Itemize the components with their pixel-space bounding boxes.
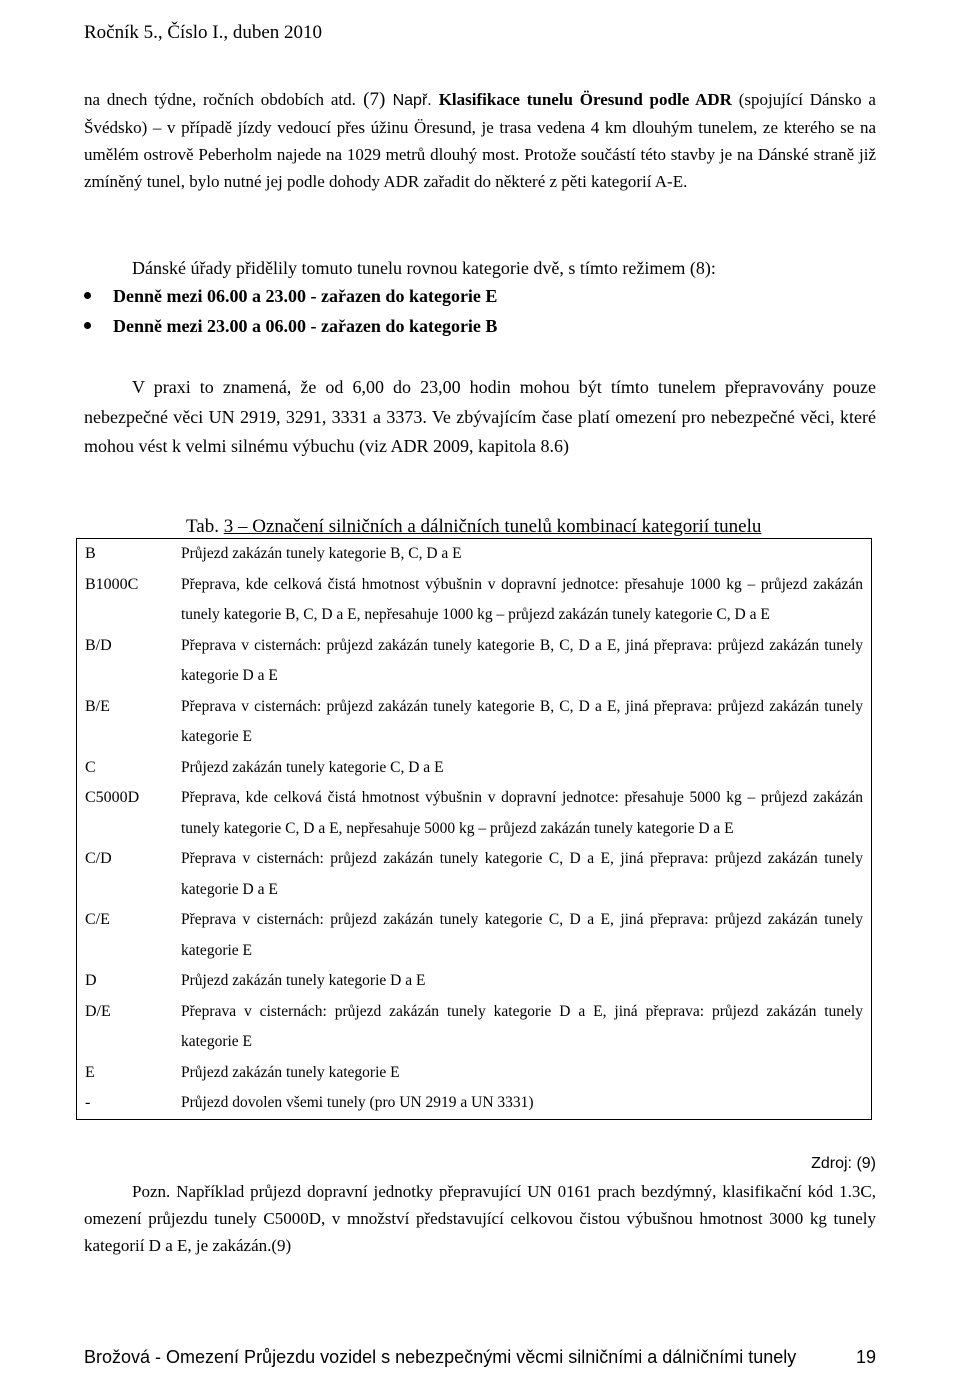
category-code: C5000D [85,789,140,806]
table-row [77,997,872,1058]
table-row [77,631,872,692]
category-description: Přeprava v cisternách: průjezd zakázán tunely kategorie B, C, D a E, jiná přeprava: průjezd zakázán tunely kategorie E [181,697,863,745]
paragraph-text: (spojující Dánsko a Švédsko) – v případě jízdy vedoucí přes úžinu Öresund, je trasa vedena 4 km dlouhým tunelem, ze kterého se na umělém ostrově Peberholm najede na 1029 metrů dlouhý most. Protože součástí této stavby je na Dánské straně již zmíněný tunel, bylo nutné jej podle dohody ADR zařadit do některé z pěti kategorií A-E. [84,90,876,191]
bullet-item [84,316,497,337]
category-code: E [85,1063,95,1081]
category-code: C/E [85,911,110,928]
bullet-text: Denně mezi 23.00 a 06.00 - zařazen do kategorie B [113,316,498,336]
paragraph-text: Např. [392,92,439,109]
table-source: Zdroj: (9) [811,1155,876,1172]
bold-phrase: Klasifikace tunelu Öresund podle ADR [438,90,732,109]
bullet-icon [84,322,91,329]
footer-text: Brožová - Omezení Průjezdu vozidel s nebezpečnými věcmi silničními a dálničními tunely [84,1347,797,1367]
tunnel-category-table [76,538,872,1120]
table-row [77,570,872,631]
table-row [77,753,872,784]
category-description: Přeprava v cisternách: průjezd zakázán tunely kategorie C, D a E, jiná přeprava: průjezd zakázán tunely kategorie D a E [181,850,863,898]
category-description: Přeprava v cisternách: průjezd zakázán tunely kategorie D a E, jiná přeprava: průjezd zakázán tunely kategorie E [181,1002,863,1050]
table-row [77,844,872,905]
category-description: Průjezd zakázán tunely kategorie B, C, D a E [181,545,462,562]
category-code: B/D [85,636,112,654]
category-code: B/E [85,697,110,715]
category-description: Přeprava, kde celková čistá hmotnost výbušnin v dopravní jednotce: přesahuje 5000 kg – průjezd zakázán tunely kategorie C, D a E, nepřesahuje 5000 kg – průjezd zakázán tunely kategorie D a E [181,789,863,837]
note-paragraph: Pozn. Například průjezd dopravní jednotky přepravující UN 0161 prach bezdýmný, klasifikační kód 1.3C, omezení průjezdu tunely C5000D, v množství představující celkovou čistou výbušnou hmotnost 3000 kg tunely kategorií D a E, je zakázán.(9) [84,1182,876,1255]
category-description: Průjezd zakázán tunely kategorie D a E [181,972,426,989]
category-description: Průjezd zakázán tunely kategorie E [181,1063,400,1081]
caption-text: 3 – Označení silničních a dálničních tunelů kombinací kategorií tunelu [223,516,762,537]
page-number: 19 [855,1347,876,1367]
category-code: B1000C [85,575,139,593]
bullet-text: Denně mezi 06.00 a 23.00 - zařazen do kategorie E [113,286,498,306]
table-row [77,539,872,570]
page-footer [84,1347,876,1368]
category-code: D [85,972,97,989]
table-row [77,905,872,966]
running-header: Ročník 5., Číslo I., duben 2010 [84,22,323,43]
bullet-icon [84,292,91,299]
category-description: Přeprava, kde celková čistá hmotnost výbušnin v dopravní jednotce: přesahuje 1000 kg – průjezd zakázán tunely kategorie B, C, D a E, nepřesahuje 1000 kg – průjezd zakázán tunely kategorie C, D a E [181,575,863,623]
citation: (7) [355,89,393,110]
caption-prefix: Tab. [186,516,224,537]
table-caption [186,516,761,538]
category-code: B [85,545,96,562]
category-description: Přeprava v cisternách: průjezd zakázán tunely kategorie C, D a E, jiná přeprava: průjezd zakázán tunely kategorie E [181,911,863,959]
category-description: Průjezd dovolen všemi tunely (pro UN 2919 a UN 3331) [181,1094,534,1111]
category-code: D/E [85,1002,111,1020]
table-row [77,783,872,844]
bullet-item [84,286,497,307]
table-row [77,966,872,997]
paragraph-text: na dnech týdne, ročních obdobích atd. [84,90,356,109]
category-description: Přeprava v cisternách: průjezd zakázán tunely kategorie B, C, D a E, jiná přeprava: průjezd zakázán tunely kategorie D a E [181,636,863,684]
paragraph-oresund [84,86,876,195]
paragraph-practice: V praxi to znamená, že od 6,00 do 23,00 hodin mohou být tímto tunelem přepravovány pouze nebezpečné věci UN 2919, 3291, 3331 a 3373. Ve zbývajícím čase platí omezení pro nebezpečné věci, které mohou vést k velmi silnému výbuchu (viz ADR 2009, kapitola 8.6) [84,377,876,456]
category-code: - [85,1094,91,1111]
category-code: C [85,758,96,776]
paragraph-danish-authorities: Dánské úřady přidělily tomuto tunelu rovnou kategorie dvě, s tímto režimem (8): [132,258,716,278]
table-row [77,1088,872,1119]
category-code: C/D [85,850,112,867]
table-row [77,692,872,753]
table-row [77,1058,872,1089]
category-description: Průjezd zakázán tunely kategorie C, D a E [181,758,444,776]
